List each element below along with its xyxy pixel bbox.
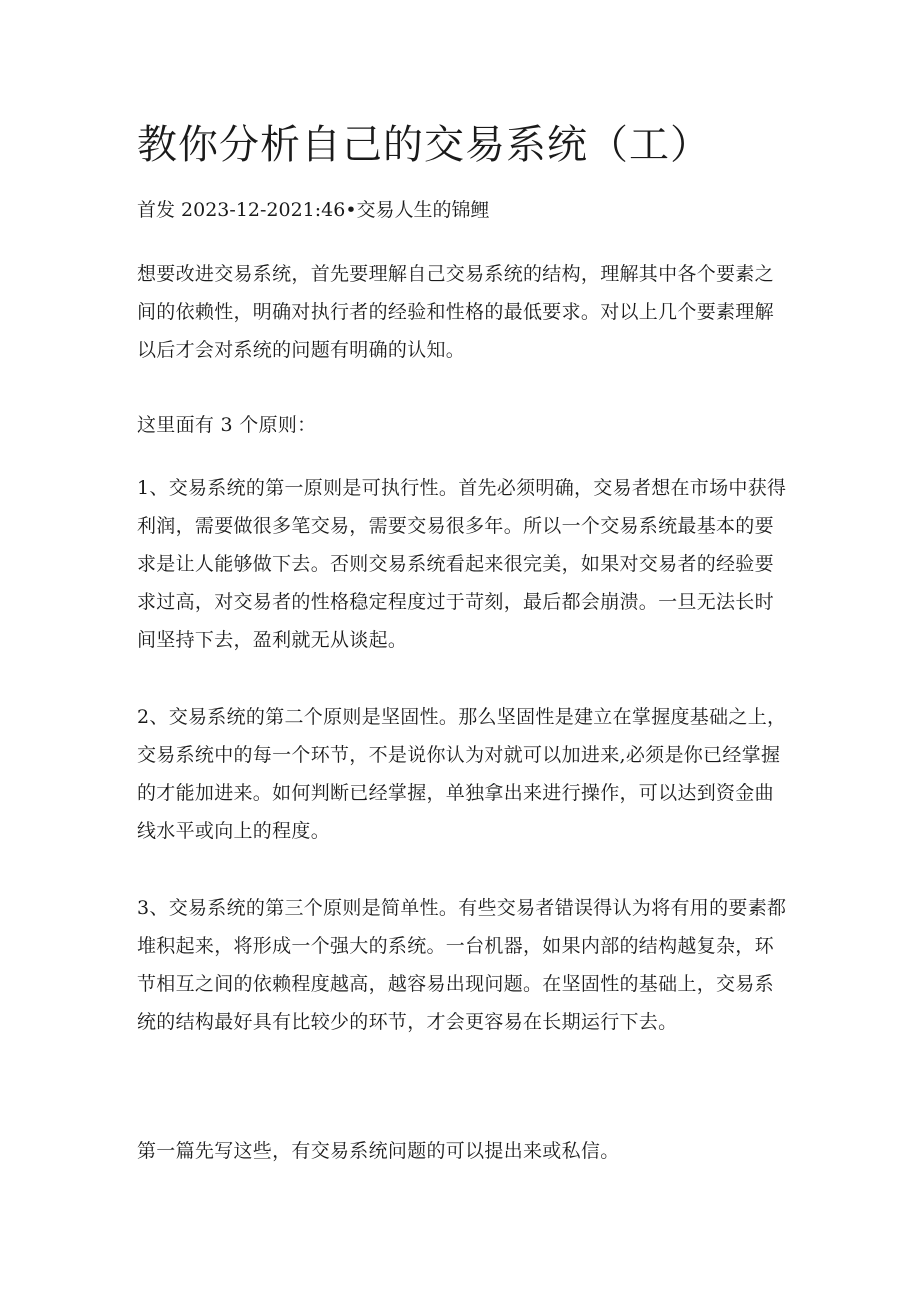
article-title: 教你分析自己的交易系统（工） [137, 122, 711, 168]
paragraph-principle-1: 1、交易系统的第一原则是可执行性。首先必须明确，交易者想在市场中获得利润，需要做很多笔交易，需要交易很多年。所以一个交易系统最基本的要求是让人能够做下去。否则交易系统看起来很完美，如果对交易者的经验要求过高，对交易者的性格稳定程度过于苛刻，最后都会崩溃。一旦无法长时间坚持下去，盈利就无从谈起。 [137, 477, 787, 651]
paragraph-closing: 第一篇先写这些，有交易系统问题的可以提出来或私信。 [137, 1140, 620, 1162]
paragraph-principles-heading: 这里面有 3 个原则： [137, 414, 317, 436]
article-meta: 首发 2023-12-2021:46•交易人生的锦鲤 [137, 199, 490, 221]
paragraph-intro: 想要改进交易系统，首先要理解自己交易系统的结构，理解其中各个要素之间的依赖性，明确对执行者的经验和性格的最低要求。对以上几个要素理解以后才会对系统的问题有明确的认知。 [137, 263, 774, 361]
paragraph-principle-3: 3、交易系统的第三个原则是简单性。有些交易者错误得认为将有用的要素都堆积起来，将形成一个强大的系统。一台机器，如果内部的结构越复杂，环节相互之间的依赖程度越高，越容易出现问题。在坚固性的基础上，交易系统的结构最好具有比较少的环节，才会更容易在长期运行下去。 [137, 897, 787, 1033]
paragraph-principle-2: 2、交易系统的第二个原则是坚固性。那么坚固性是建立在掌握度基础之上，交易系统中的每一个环节，不是说你认为对就可以加进来,必须是你已经掌握的才能加进来。如何判断已经掌握，单独拿出来进行操作，可以达到资金曲线水平或向上的程度。 [137, 706, 787, 842]
